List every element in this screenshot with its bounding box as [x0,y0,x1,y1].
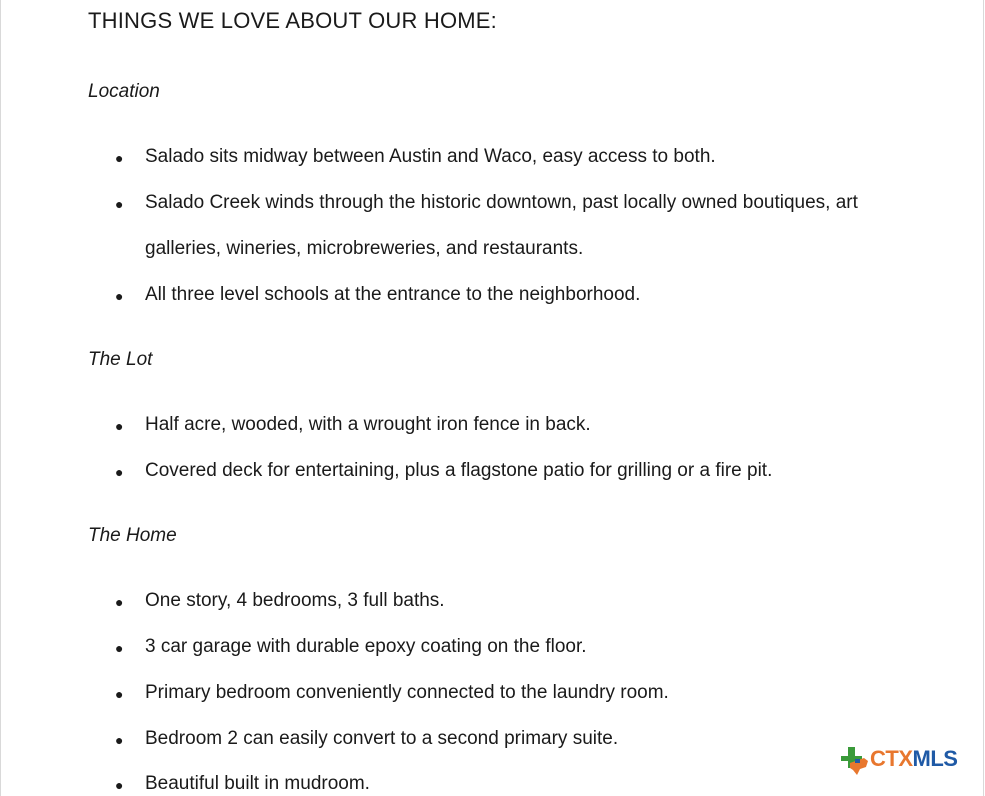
list-item: All three level schools at the entrance to the neighborhood. [145,284,641,305]
bullet-icon: ● [115,418,124,434]
bullet-icon: ● [115,777,124,793]
list-item: Salado Creek winds through the historic downtown, past locally owned boutiques, art [145,192,858,213]
bullet-icon: ● [115,150,124,166]
list-item: Salado sits midway between Austin and Waco, easy access to both. [145,146,716,167]
list-item: Bedroom 2 can easily convert to a second primary suite. [145,728,619,749]
bullet-icon: ● [115,594,124,610]
bullet-icon: ● [115,732,124,748]
ctxmls-logo [838,744,963,778]
bullet-icon: ● [115,640,124,656]
bullet-icon: ● [115,464,124,480]
page-edge [0,0,1,796]
list-item: Covered deck for entertaining, plus a flagstone patio for grilling or a fire pit. [145,460,773,481]
bullet-icon: ● [115,288,124,304]
logo-text-ctx: CTX [870,746,913,771]
section-heading-home: The Home [88,525,177,546]
list-item: Primary bedroom conveniently connected to the laundry room. [145,682,669,703]
page-edge [983,0,984,796]
list-item: Beautiful built in mudroom. [145,773,370,794]
list-item-continuation: galleries, wineries, microbreweries, and restaurants. [145,238,584,259]
section-heading-location: Location [88,81,160,102]
bullet-icon: ● [115,196,124,212]
logo-text-mls: MLS [912,746,958,771]
list-item: 3 car garage with durable epoxy coating on the floor. [145,636,587,657]
logo-wordmark [870,746,957,772]
document-title: THINGS WE LOVE ABOUT OUR HOME: [88,8,497,33]
texas-map-icon [838,744,872,778]
list-item: Half acre, wooded, with a wrought iron fence in back. [145,414,591,435]
section-heading-lot: The Lot [88,349,153,370]
list-item: One story, 4 bedrooms, 3 full baths. [145,590,445,611]
bullet-icon: ● [115,686,124,702]
